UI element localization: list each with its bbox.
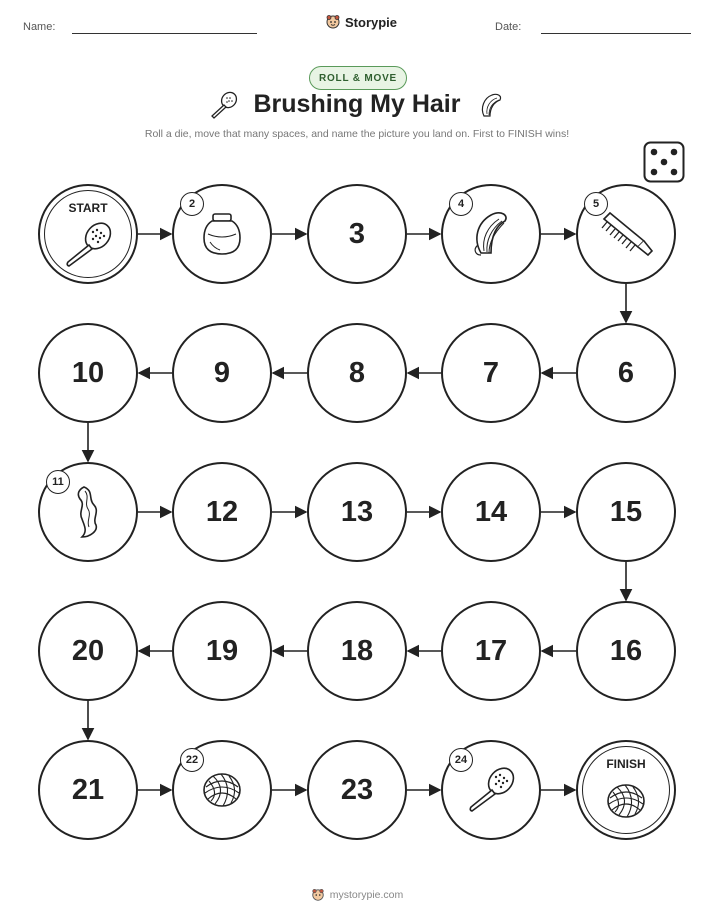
space-number: 8 (348, 356, 366, 389)
start-label: START (68, 201, 108, 215)
board-space-3[interactable] (307, 184, 407, 284)
hair-tangle-icon (199, 769, 245, 811)
hairbrush-icon (463, 765, 519, 815)
board-space-5[interactable] (576, 184, 676, 284)
date-label: Date: (495, 21, 522, 33)
name-label: Name: (23, 21, 56, 33)
space-number: 9 (213, 356, 231, 389)
board-space-14[interactable] (441, 462, 541, 562)
space-number-badge: 4 (449, 192, 473, 216)
hairbrush-icon (60, 220, 116, 270)
board-space-19[interactable] (172, 601, 272, 701)
space-number: 7 (482, 356, 500, 389)
hair-lock-icon (478, 92, 504, 125)
board-space-23[interactable] (307, 740, 407, 840)
space-number: 6 (617, 356, 635, 389)
brand-name: Storypie (345, 14, 398, 30)
game-type-badge: ROLL & MOVE (309, 66, 407, 90)
space-number: 12 (205, 495, 239, 528)
footer (0, 888, 714, 902)
space-number: 20 (71, 634, 105, 667)
space-number: 16 (609, 634, 643, 667)
brand-logo (325, 14, 397, 30)
board-space-7[interactable] (441, 323, 541, 423)
space-number: 21 (71, 773, 105, 806)
jar-icon (200, 210, 244, 258)
board-space-18[interactable] (307, 601, 407, 701)
space-number: 23 (340, 773, 374, 806)
board-space-15[interactable] (576, 462, 676, 562)
board-space-21[interactable] (38, 740, 138, 840)
space-number: 13 (340, 495, 374, 528)
page-title: Brushing My Hair (253, 90, 461, 118)
start-space[interactable] (38, 184, 138, 284)
space-number: 15 (609, 495, 643, 528)
space-number-badge: 24 (449, 748, 473, 772)
board-space-24[interactable] (441, 740, 541, 840)
hair-lock-icon (469, 209, 513, 259)
comb-icon (598, 209, 654, 259)
finish-label: FINISH (606, 757, 646, 771)
board-space-10[interactable] (38, 323, 138, 423)
board-space-2[interactable] (172, 184, 272, 284)
hair-tangle-icon (603, 780, 649, 822)
wavy-hair-icon (70, 483, 106, 541)
board-space-4[interactable] (441, 184, 541, 284)
footer-url: mystorypie.com (329, 889, 404, 901)
space-number-badge: 2 (180, 192, 204, 216)
space-number: 19 (205, 634, 239, 667)
board-space-17[interactable] (441, 601, 541, 701)
space-number: 17 (474, 634, 508, 667)
board-space-22[interactable] (172, 740, 272, 840)
space-number: 18 (340, 634, 374, 667)
space-number: 10 (71, 356, 105, 389)
finish-space[interactable] (576, 740, 676, 840)
name-field-line[interactable] (72, 33, 257, 34)
space-number: 14 (474, 495, 508, 528)
board-space-9[interactable] (172, 323, 272, 423)
storypie-mascot-icon (325, 14, 341, 30)
board-space-12[interactable] (172, 462, 272, 562)
board-space-8[interactable] (307, 323, 407, 423)
storypie-mascot-icon (311, 888, 325, 902)
board-space-16[interactable] (576, 601, 676, 701)
date-field-line[interactable] (541, 33, 691, 34)
board-space-6[interactable] (576, 323, 676, 423)
board-space-11[interactable] (38, 462, 138, 562)
space-number-badge: 5 (584, 192, 608, 216)
space-number-badge: 11 (46, 470, 70, 494)
board-space-20[interactable] (38, 601, 138, 701)
die-icon[interactable] (643, 141, 685, 188)
instructions: Roll a die, move that many spaces, and name the picture you land on. First to FINISH wins! (144, 128, 570, 140)
space-number: 3 (348, 217, 366, 250)
space-number-badge: 22 (180, 748, 204, 772)
board-space-13[interactable] (307, 462, 407, 562)
